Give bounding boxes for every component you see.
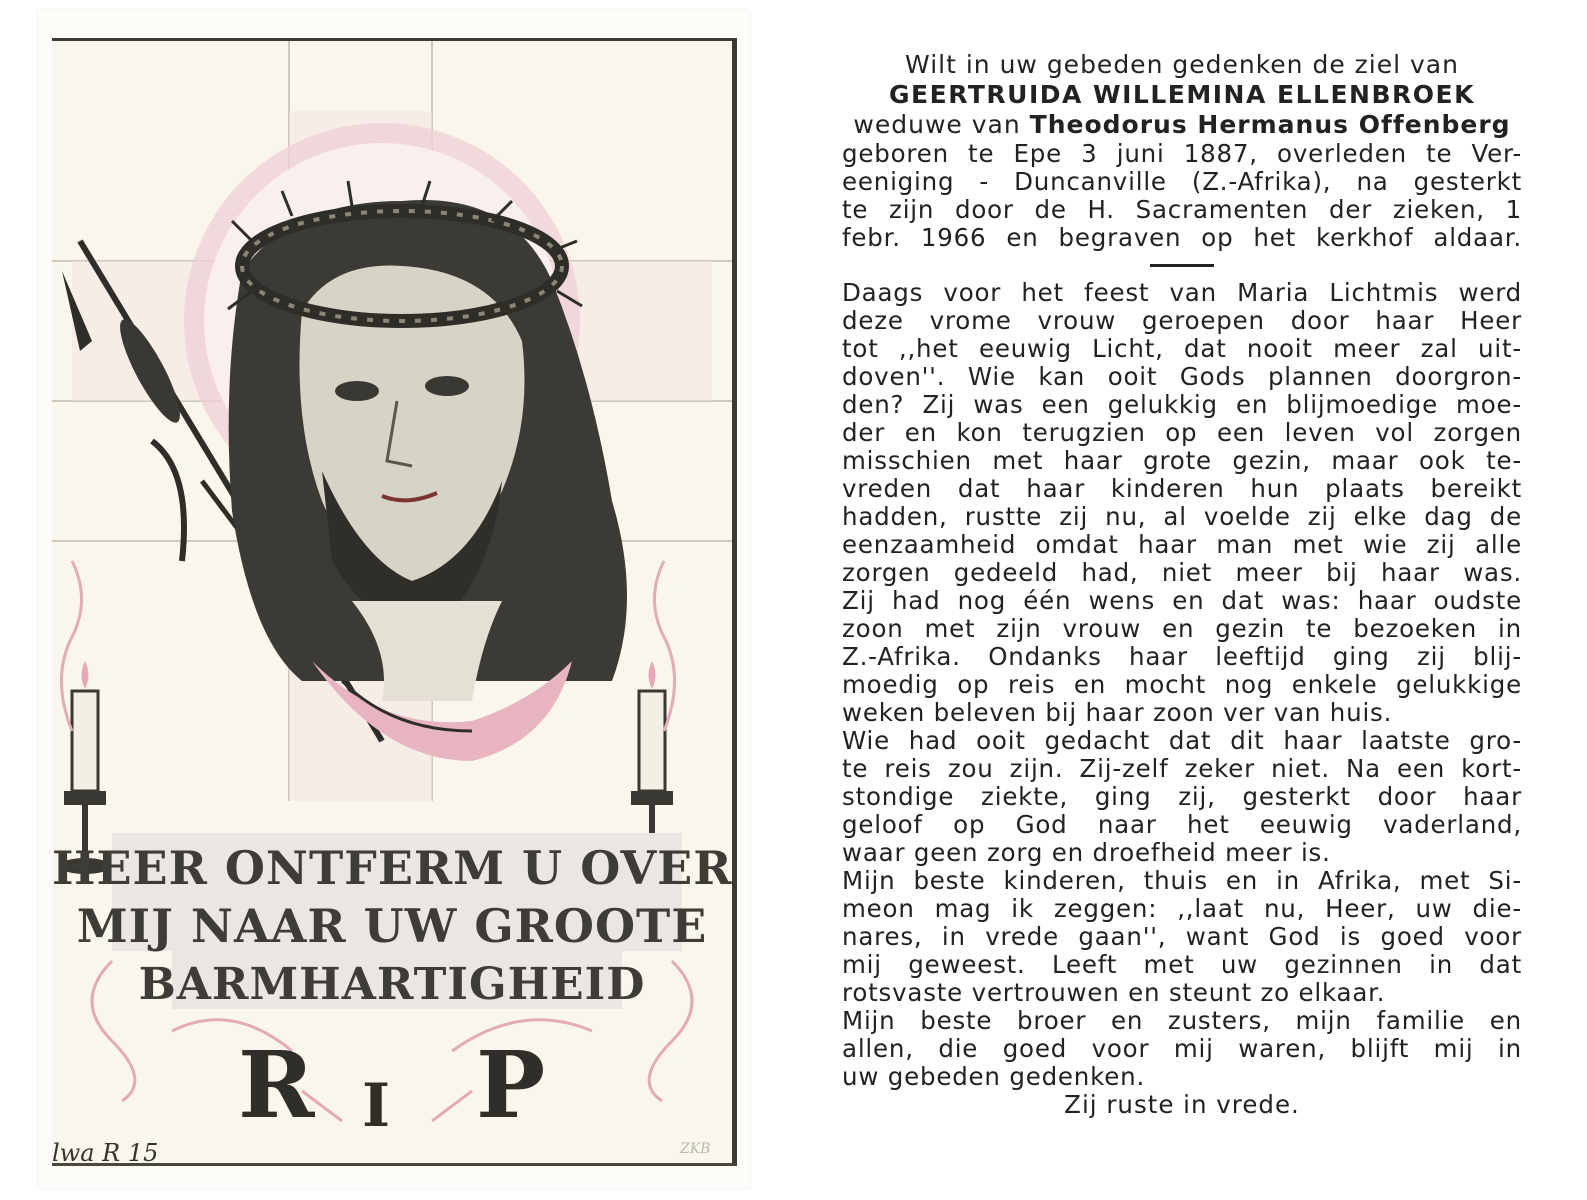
body-line: weken beleven bij haar zoon ver van huis.	[842, 698, 1393, 727]
body-line: hadden, rustte zij nu, al voelde zij elke dag de	[842, 502, 1522, 531]
artist-monogram: ZKB	[680, 1141, 711, 1157]
section-divider	[1150, 264, 1214, 267]
body-line: stondige ziekte, ging zij, gesterkt door haar	[842, 782, 1522, 811]
body-line: den? Zij was een gelukkig en blijmoedige moe-	[842, 390, 1522, 419]
body-line: tot ,,het eeuwig Licht, dat nooit meer zal uit-	[842, 334, 1522, 363]
body-line: vreden dat haar kinderen hun plaats bereikt	[842, 474, 1522, 503]
rip-letter-r: R	[238, 1031, 315, 1139]
body-line: Zij had nog één wens en dat was: haar oudste	[842, 586, 1522, 615]
prayer-card-front	[38, 10, 750, 1188]
body-line: waar geen zorg en droefheid meer is.	[842, 838, 1331, 867]
memorial-text	[842, 50, 1522, 1119]
closing-line: Zij ruste in vrede.	[1064, 1090, 1300, 1119]
details-line: te zijn door de H. Sacramenten der zieken, 1	[842, 195, 1522, 224]
body-line: geloof op God naar het eeuwig vaderland,	[842, 810, 1522, 839]
body-line: eenzaamheid omdat haar man met wie zij alle	[842, 530, 1522, 559]
body-line: meon mag ik zeggen: ,,laat nu, Heer, uw die-	[842, 894, 1522, 923]
details-line: eeniging - Duncanville (Z.-Afrika), na gesterkt	[842, 167, 1522, 196]
body-line: Mijn beste kinderen, thuis en in Afrika, met Si-	[842, 866, 1522, 895]
body-line: der en kon terugzien op een leven vol zorgen	[842, 418, 1522, 447]
body-line: zoon met zijn vrouw en gezin te bezoeken in	[842, 614, 1522, 643]
body-line: mij geweest. Leeft met uw gezinnen in dat	[842, 950, 1522, 979]
body-line: doven''. Wie kan ooit Gods plannen doorgron-	[842, 362, 1522, 391]
widow-prefix: weduwe van	[853, 110, 1021, 139]
illustration-frame	[52, 38, 737, 1166]
body-line: Mijn beste broer en zusters, mijn familie en	[842, 1006, 1522, 1035]
widow-line	[842, 110, 1522, 140]
details-line: geboren te Epe 3 juni 1887, overleden te Ver-	[842, 139, 1522, 168]
body-line: uw gebeden gedenken.	[842, 1062, 1146, 1091]
body-line: Wie had ooit gedacht dat dit haar laatste gro-	[842, 726, 1522, 755]
rip-letter-i: I	[362, 1071, 391, 1141]
body-line: misschien met haar grote gezin, maar ook te-	[842, 446, 1522, 475]
body-line: deze vrome vrouw geroepen door haar Heer	[842, 306, 1522, 335]
body-line: moedig op reis en mocht nog enkele gelukkige	[842, 670, 1522, 699]
spouse-name: Theodorus Hermanus Offenberg	[1029, 110, 1511, 139]
body-line: Daags voor het feest van Maria Lichtmis werd	[842, 278, 1522, 307]
body-line: te reis zou zijn. Zij-zelf zeker niet. Na een kort-	[842, 754, 1522, 783]
body-line: zorgen gedeeld had, niet meer bij haar was.	[842, 558, 1522, 587]
banner-line-1: HEER ONTFERM U OVER	[52, 841, 733, 895]
intro-line: Wilt in uw gebeden gedenken de ziel van	[905, 50, 1459, 79]
details-paragraph	[842, 140, 1522, 252]
deceased-name: GEERTRUIDA WILLEMINA ELLENBROEK	[889, 80, 1475, 109]
body-paragraph	[842, 279, 1522, 1091]
banner-line-2: MIJ NAAR UW GROOTE	[76, 899, 708, 953]
publisher-mark: lwa R 15	[52, 1139, 159, 1166]
body-line: nares, in vrede gaan'', want God is goed voor	[842, 922, 1522, 951]
prayer-card-back	[812, 10, 1547, 1188]
body-line: Z.-Afrika. Ondanks haar leeftijd ging zij blij-	[842, 642, 1522, 671]
body-line: allen, die goed voor mij waren, blijft mij in	[842, 1034, 1522, 1063]
body-line: rotsvaste vertrouwen en steunt zo elkaar.	[842, 978, 1386, 1007]
details-line: febr. 1966 en begraven op het kerkhof aldaar.	[842, 223, 1522, 252]
banner-line-3: BARMHARTIGHEID	[138, 959, 646, 1010]
rip-letter-p: P	[476, 1031, 546, 1139]
